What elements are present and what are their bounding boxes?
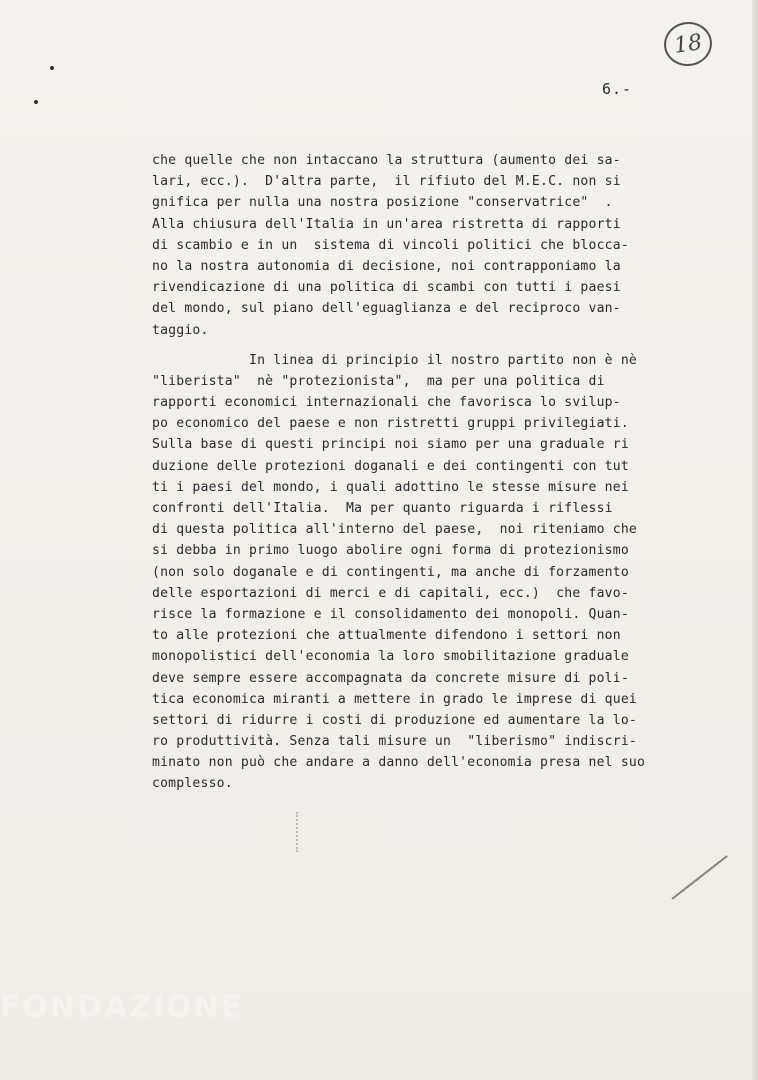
text-line: settori di ridurre i costi di produzione ed aumentare la lo- (152, 712, 637, 728)
margin-dot (50, 66, 54, 70)
text-line: to alle protezioni che attualmente difendono i settori non (152, 628, 621, 644)
text-line: rapporti economici internazionali che favorisca lo svilup- (152, 395, 621, 411)
text-line: tica economica miranti a mettere in grado le imprese di quei (152, 691, 637, 707)
paragraph-2 (152, 350, 712, 795)
text-line: di scambio e in un sistema di vincoli politici che blocca- (152, 237, 629, 253)
text-line: lari, ecc.). D'altra parte, il rifiuto del M.E.C. non si (152, 174, 621, 190)
stamp-number: 18 (672, 29, 704, 59)
watermark-logo: FONDAZIONE (0, 990, 244, 1025)
text-line: che quelle che non intaccano la struttura (aumento dei sa- (152, 153, 621, 168)
text-line: confronti dell'Italia. Ma per quanto riguarda i riflessi (152, 501, 613, 516)
text-line: rivendicazione di una politica di scambi con tutti i paesi (152, 280, 621, 296)
text-line: ti i paesi del mondo, i quali adottino le stesse misure nei (152, 479, 629, 495)
text-line: monopolistici dell'economia la loro smobilitazione graduale (152, 649, 629, 665)
page-stamp (661, 19, 715, 69)
text-line: Alla chiusura dell'Italia in un'area ristretta di rapporti (152, 216, 621, 232)
text-line: delle esportazioni di merci e di capitali, ecc.) che favo- (152, 585, 629, 601)
text-line: minato non può che andare a danno dell'economia presa nel suo (152, 755, 646, 771)
paragraph-gap (152, 341, 712, 350)
text-line: risce la formazione e il consolidamento dei monopoli. Quan- (152, 606, 629, 622)
text-line: deve sempre essere accompagnata da concrete misure di poli- (152, 670, 629, 686)
text-line: del mondo, sul piano dell'eguaglianza e del reciproco van- (152, 301, 621, 317)
text-line: (non solo doganale e di contingenti, ma anche di forzamento (152, 564, 629, 580)
body-text (152, 150, 712, 795)
page-number: 6.- (602, 80, 633, 98)
text-line: taggio. (152, 322, 209, 338)
text-line: po economico del paese e non ristretti gruppi privilegiati. (152, 416, 629, 432)
text-line: di questa politica all'interno del paese, noi riteniamo che (152, 522, 637, 538)
text-line: Sulla base di questi principi noi siamo per una graduale ri (152, 437, 629, 453)
text-line: "liberista" nè "protezionista", ma per una politica di (152, 373, 605, 389)
text-line: si debba in primo luogo abolire ogni forma di protezionismo (152, 543, 629, 559)
scan-mark (296, 812, 300, 852)
text-line: ro produttività. Senza tali misure un "liberismo" indiscri- (152, 734, 637, 750)
margin-dot (34, 100, 38, 104)
text-line: duzione delle protezioni doganali e dei contingenti con tut (152, 458, 629, 474)
page-edge (752, 0, 758, 1080)
pen-mark (671, 855, 727, 900)
text-line: complesso. (152, 776, 233, 792)
text-line: gnifica per nulla una nostra posizione "conservatrice" . (152, 195, 613, 211)
text-line: no la nostra autonomia di decisione, noi contrapponiamo la (152, 258, 621, 274)
paragraph-1 (152, 150, 712, 341)
text-line: In linea di principio il nostro partito non è nè (152, 352, 637, 368)
